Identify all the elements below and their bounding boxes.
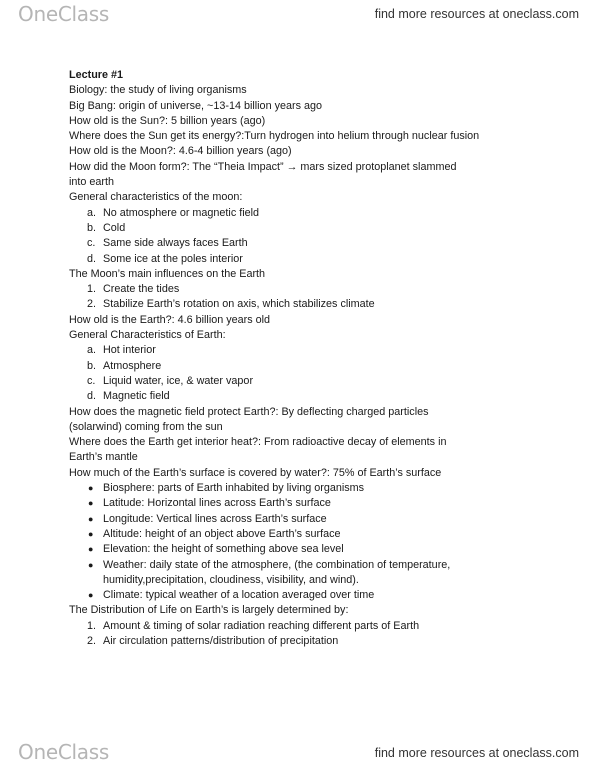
bullet-icon: ●: [88, 528, 94, 539]
note-line: How does the magnetic field protect Earth?: By deflecting charged particles (solarwind) coming from the sun: [69, 405, 429, 433]
list-marker: b.: [87, 221, 97, 234]
brand-one-text: One: [18, 740, 58, 764]
note-line: The Moon’s main influences on the Earth: [69, 267, 266, 280]
list-marker: d.: [87, 390, 97, 403]
bullet-text: Latitude: Horizontal lines across Earth’s surface: [103, 497, 331, 510]
bullet-icon: ●: [88, 483, 94, 494]
moon-influences-list: [69, 282, 569, 313]
bullet-text: Elevation: the height of something above sea level: [103, 543, 344, 556]
bullet-text: Longitude: Vertical lines across Earth’s surface: [103, 512, 327, 525]
note-line: Where does the Earth get interior heat?: From radioactive decay of elements in Earth’s mantle: [69, 436, 447, 464]
earth-characteristics-list: [69, 343, 569, 404]
distribution-list: [69, 619, 569, 650]
bullet-item: [69, 542, 569, 557]
bullet-text: Climate: typical weather of a location averaged over time: [103, 589, 375, 602]
note-line: How did the Moon form?: The “Theia Impact” → mars sized protoplanet slammed into earth: [69, 160, 457, 189]
bullet-item: [69, 558, 463, 589]
lecture-notes: [69, 68, 569, 649]
bullet-icon: ●: [88, 498, 94, 509]
note-line: Biology: the study of living organisms: [69, 84, 247, 97]
list-item-text: Cold: [103, 221, 126, 234]
moon-characteristics-list: [69, 206, 569, 267]
note-line: How much of the Earth’s surface is covered by water?: 75% of Earth’s surface: [69, 466, 442, 479]
list-item: [69, 236, 569, 251]
list-item: [69, 619, 569, 634]
list-item: [69, 634, 569, 649]
list-item-text: Hot interior: [103, 344, 156, 357]
list-item-text: Same side always faces Earth: [103, 237, 248, 250]
bullet-icon: ●: [88, 590, 94, 601]
bullet-text: Altitude: height of an object above Earth’s surface: [103, 527, 341, 540]
bullet-item: [69, 481, 569, 496]
note-line: How old is the Sun?: 5 billion years (ago): [69, 114, 266, 127]
list-item: [69, 297, 569, 312]
brand-class-text: Class: [57, 2, 109, 26]
footer-tagline-link[interactable]: find more resources at oneclass.com: [374, 746, 579, 760]
bullet-item: [69, 588, 569, 603]
list-marker: c.: [87, 374, 96, 387]
note-line: General Characteristics of Earth:: [69, 329, 226, 342]
list-marker: a.: [87, 206, 97, 219]
list-item-text: Magnetic field: [103, 390, 170, 403]
brand-class-text: Class: [57, 740, 109, 764]
list-item-text: Create the tides: [103, 283, 180, 296]
bullet-item: [69, 512, 569, 527]
list-marker: 2.: [87, 634, 97, 647]
list-item-text: Atmosphere: [103, 359, 162, 372]
list-item: [69, 374, 569, 389]
note-line: Where does the Sun get its energy?:Turn hydrogen into helium through nuclear fusion: [69, 130, 480, 143]
list-item-text: Some ice at the poles interior: [103, 252, 243, 265]
list-item: [69, 343, 569, 358]
list-item-text: Stabilize Earth’s rotation on axis, which stabilizes climate: [103, 298, 375, 311]
list-item-text: No atmosphere or magnetic field: [103, 206, 260, 219]
bullet-text: Weather: daily state of the atmosphere, (the combination of temperature, humidity,precipitation, cloudiness, visibility, and wind).: [103, 558, 451, 586]
list-item: [69, 206, 569, 221]
note-line: General characteristics of the moon:: [69, 191, 243, 204]
oneclass-logo-header[interactable]: [18, 2, 109, 26]
bullet-item: [69, 527, 569, 542]
bullet-text: Biosphere: parts of Earth inhabited by living organisms: [103, 482, 365, 495]
list-marker: 1.: [87, 283, 97, 296]
terms-bullet-list: [69, 481, 569, 603]
bullet-icon: ●: [88, 544, 94, 555]
list-item: [69, 359, 569, 374]
list-marker: 1.: [87, 619, 97, 632]
list-item: [69, 282, 569, 297]
note-line: The Distribution of Life on Earth’s is largely determined by:: [69, 604, 349, 617]
list-marker: c.: [87, 237, 96, 250]
page-title: Lecture #1: [69, 69, 124, 81]
list-marker: a.: [87, 344, 97, 357]
header-tagline-link[interactable]: find more resources at oneclass.com: [374, 7, 579, 21]
list-item-text: Liquid water, ice, & water vapor: [103, 374, 254, 387]
list-marker: d.: [87, 252, 97, 265]
bullet-icon: ●: [88, 559, 94, 570]
list-item: [69, 252, 569, 267]
note-line: How old is the Earth?: 4.6 billion years old: [69, 313, 271, 326]
note-line: Big Bang: origin of universe, ~13-14 billion years ago: [69, 99, 322, 112]
bullet-icon: ●: [88, 513, 94, 524]
oneclass-logo-footer[interactable]: [18, 740, 109, 764]
list-item-text: Amount & timing of solar radiation reaching different parts of Earth: [103, 619, 420, 632]
bullet-item: [69, 496, 569, 511]
list-marker: 2.: [87, 298, 97, 311]
list-item: [69, 389, 569, 404]
list-marker: b.: [87, 359, 97, 372]
list-item: [69, 221, 569, 236]
note-line: How old is the Moon?: 4.6-4 billion years (ago): [69, 145, 292, 158]
list-item-text: Air circulation patterns/distribution of precipitation: [103, 634, 339, 647]
brand-one-text: One: [18, 2, 58, 26]
